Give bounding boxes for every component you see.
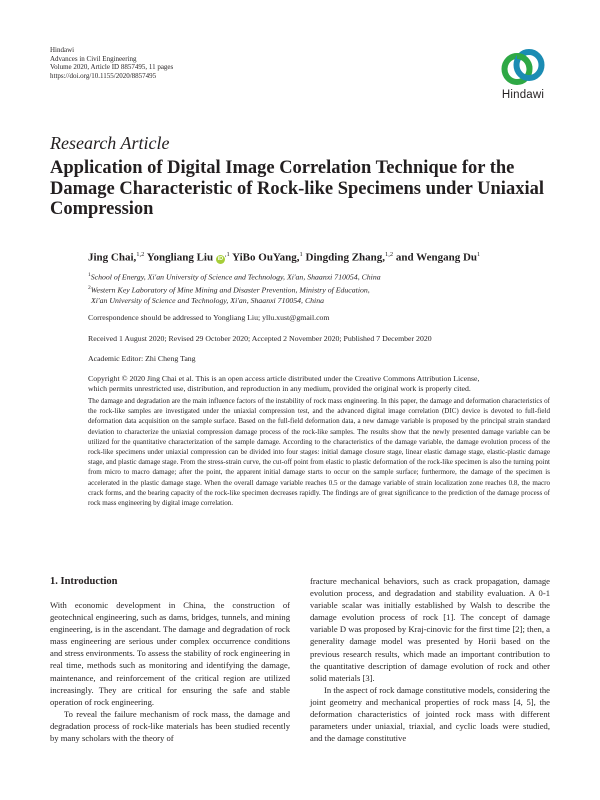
correspondence: Correspondence should be addressed to Yongliang Liu; yllu.xust@gmail.com: [88, 313, 330, 322]
body-paragraph: To reveal the failure mechanism of rock mass, the damage and degradation process of rock-like materials has been studied recently by many scholars with the theory of: [50, 708, 290, 744]
abstract: The damage and degradation are the main influence factors of the instability of rock mass engineering. In this paper, the damage and deformation characteristics of the rock-like samples are investigated under the uniaxial compression test, and the advanced digital image correlation (DIC) device is devoted to full-field deformation data acquisition on the sample surface. Based on the full-field deformation data, a new damage variable is proposed by the principal strain standard deviation to characterize the uniaxial compression damage process of the rock-like samples. The results show that the newly presented damage variable can be utilized for the quantitative characterization of the sample damage. According to the characteristics of the damage variable, the damage evolution process of the rock-like specimens under uniaxial compression can be divided into four stages: initial damage closure stage, linear elastic damage stage, elastic-plastic damage stage, and plastic damage stage. From the stress-strain curve, the cut-off point from elastic to plastic deformation of the rock-like specimen is also the turning point from micro to macro damage; after the point, the apparent initial damage starts to occur on the sample surface; furthermore, the damage of the specimen is accelerated in the plastic damage stage. When the overall damage variable reaches 0.5 or the damage variable of strain localization zone reaches 0.8, the macro crack forms, and the bearing capacity of the rock-like specimen decreases rapidly. The findings are of great significance to the prediction of the damage process of rock mass engineering by digital image correlation.: [88, 397, 550, 508]
author-name[interactable]: and Wengang Du: [395, 251, 477, 264]
author-affiliation-mark: 1: [477, 251, 481, 258]
hindawi-logo-icon: [500, 48, 546, 88]
author-name[interactable]: Yongliang Liu: [146, 251, 214, 264]
hindawi-logo: [494, 48, 552, 101]
author-affiliation-mark: 1: [299, 251, 303, 258]
affiliation-item: $^2$Western Key Laboratory of Mine Mining and Disaster Prevention, Ministry of Education,: [88, 285, 370, 295]
publisher-name: Hindawi: [50, 46, 75, 54]
copyright-line-1: Copyright © 2020 Jing Chai et al. This is an open access article distributed under the Creative Commons Attribution License,: [88, 374, 480, 383]
volume-info: Volume 2020, Article ID 8857495, 11 pages: [50, 63, 174, 72]
academic-editor: Academic Editor: Zhi Cheng Tang: [88, 354, 196, 363]
author-name[interactable]: YiBo OuYang,: [232, 251, 300, 264]
affiliation-item: $^1$School of Energy, Xi'an University of Science and Technology, Xi'an, Shaanxi 710054, China: [88, 272, 381, 282]
author-affiliation-mark: 1,2: [385, 251, 394, 258]
copyright-line-2: which permits unrestricted use, distribution, and reproduction in any medium, provided the original work is properly cited.: [88, 384, 471, 393]
orcid-icon[interactable]: iD: [217, 255, 224, 262]
affiliation-item-continued: Xi'an University of Science and Technology, Xi'an, Shaanxi 710054, China: [91, 296, 325, 306]
author-affiliation-mark: ,1: [224, 251, 230, 258]
journal-header: [50, 46, 173, 80]
article-title: Application of Digital Image Correlation Technique for the Damage Characteristic of Rock-like Specimens under Uniaxial Compression: [50, 158, 544, 219]
doi-link[interactable]: https://doi.org/10.1155/2020/8857495: [50, 71, 157, 80]
body-paragraph: With economic development in China, the construction of geotechnical engineering, such as dams, bridges, tunnels, and mining engineering, is in the ascendant. The damage and degradation of rock mass engineering are serious under complex occurrence conditions and stress environments. To assess the stability of rock engineering in real time, methods such as monitoring and identifying the damage, maintenance, and reinforcement of the critical region are utilized increasingly. They are critical for ensuring the safe and stable operation of rock engineering.: [50, 600, 290, 707]
journal-name: Advances in Civil Engineering: [50, 54, 137, 63]
right-column: [310, 575, 550, 744]
author-list: [88, 251, 568, 264]
body-paragraph: In the aspect of rock damage constitutive models, considering the joint geometry and mechanical properties of rock mass [4, 5], the deformation characteristics of jointed rock mass with different parameters under uniaxial, triaxial, and cyclic loads were studied, and the damage constitutive: [310, 684, 550, 744]
body-paragraph: fracture mechanical behaviors, such as crack propagation, damage evolution process, and degradation and stability evaluation. A 0-1 variable scalar was initially established by Walsh to describe the damage evolution process of rock [1]. The concept of damage variable D was proposed by Kraj-cinovic for the first time [2]; then, a generality damage model was presented by Horii based on the previous research results, which made an important contribution to the quantitative description of damage evolution of rock and other solid materials [3].: [310, 576, 550, 683]
section-heading-introduction: 1. Introduction: [50, 576, 118, 587]
affiliations: [88, 270, 558, 307]
logo-text: Hindawi: [501, 89, 545, 101]
publication-dates: Received 1 August 2020; Revised 29 October 2020; Accepted 2 November 2020; Published 7 December 2020: [88, 334, 432, 343]
author-name[interactable]: Dingding Zhang,: [305, 251, 386, 264]
left-column: [50, 575, 290, 744]
author-affiliation-mark: 1,2: [136, 251, 145, 258]
author-name[interactable]: Jing Chai,: [88, 251, 137, 264]
article-type: Research Article: [50, 133, 170, 153]
